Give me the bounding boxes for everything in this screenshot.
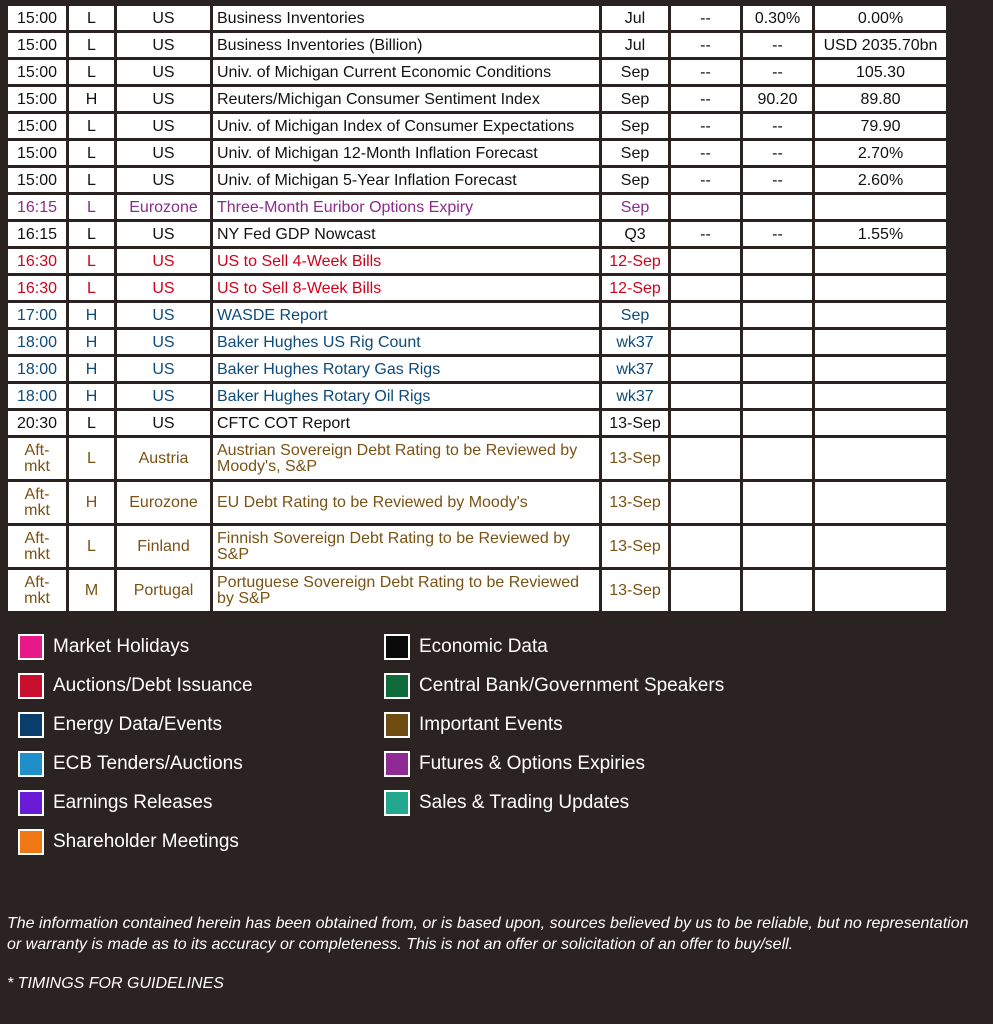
legend-swatch bbox=[384, 790, 410, 816]
importance-cell: L bbox=[69, 249, 114, 273]
time-cell: 15:00 bbox=[8, 141, 66, 165]
event-cell: NY Fed GDP Nowcast bbox=[213, 222, 599, 246]
previous-cell bbox=[815, 276, 946, 300]
legend-label: Important Events bbox=[419, 714, 563, 735]
importance-cell: H bbox=[69, 330, 114, 354]
time-cell: 15:00 bbox=[8, 168, 66, 192]
previous-cell: 1.55% bbox=[815, 222, 946, 246]
event-cell: Portuguese Sovereign Debt Rating to be Reviewed by S&P bbox=[213, 570, 599, 611]
legend-item bbox=[18, 749, 243, 779]
forecast-cell: -- bbox=[743, 60, 812, 84]
event-cell: Austrian Sovereign Debt Rating to be Reviewed by Moody's, S&P bbox=[213, 438, 599, 479]
time-cell: 16:30 bbox=[8, 276, 66, 300]
calendar-row bbox=[8, 222, 946, 246]
forecast-cell bbox=[743, 438, 812, 479]
time-cell: 20:30 bbox=[8, 411, 66, 435]
event-cell: Reuters/Michigan Consumer Sentiment Index bbox=[213, 87, 599, 111]
importance-cell: L bbox=[69, 526, 114, 567]
country-cell: Eurozone bbox=[117, 482, 210, 523]
event-cell: WASDE Report bbox=[213, 303, 599, 327]
importance-cell: L bbox=[69, 222, 114, 246]
time-cell: 15:00 bbox=[8, 33, 66, 57]
legend-item bbox=[18, 827, 239, 857]
event-cell: Univ. of Michigan 5-Year Inflation Forecast bbox=[213, 168, 599, 192]
period-cell: Sep bbox=[602, 303, 668, 327]
time-cell: 15:00 bbox=[8, 114, 66, 138]
period-cell: Q3 bbox=[602, 222, 668, 246]
time-cell: 18:00 bbox=[8, 384, 66, 408]
period-cell: Jul bbox=[602, 33, 668, 57]
calendar-row bbox=[8, 526, 946, 567]
legend-swatch bbox=[384, 751, 410, 777]
country-cell: US bbox=[117, 6, 210, 30]
forecast-cell bbox=[743, 195, 812, 219]
forecast-cell bbox=[743, 384, 812, 408]
importance-cell: H bbox=[69, 303, 114, 327]
calendar-row bbox=[8, 87, 946, 111]
previous-cell bbox=[815, 330, 946, 354]
country-cell: US bbox=[117, 384, 210, 408]
time-cell: 17:00 bbox=[8, 303, 66, 327]
calendar-row bbox=[8, 357, 946, 381]
economic-calendar-table bbox=[5, 3, 949, 614]
forecast-cell: -- bbox=[743, 141, 812, 165]
legend-item bbox=[18, 632, 189, 662]
period-cell: Sep bbox=[602, 168, 668, 192]
actual-cell: -- bbox=[671, 33, 740, 57]
previous-cell: 0.00% bbox=[815, 6, 946, 30]
time-cell: 16:30 bbox=[8, 249, 66, 273]
period-cell: Jul bbox=[602, 6, 668, 30]
forecast-cell: -- bbox=[743, 168, 812, 192]
previous-cell: 105.30 bbox=[815, 60, 946, 84]
country-cell: Eurozone bbox=[117, 195, 210, 219]
actual-cell: -- bbox=[671, 60, 740, 84]
actual-cell bbox=[671, 195, 740, 219]
forecast-cell bbox=[743, 482, 812, 523]
calendar-row bbox=[8, 276, 946, 300]
previous-cell bbox=[815, 482, 946, 523]
period-cell: 13-Sep bbox=[602, 411, 668, 435]
legend-label: Central Bank/Government Speakers bbox=[419, 675, 725, 696]
actual-cell bbox=[671, 303, 740, 327]
time-cell: Aft-mkt bbox=[8, 438, 66, 479]
actual-cell bbox=[671, 438, 740, 479]
country-cell: Portugal bbox=[117, 570, 210, 611]
previous-cell: 79.90 bbox=[815, 114, 946, 138]
period-cell: 13-Sep bbox=[602, 438, 668, 479]
calendar-row bbox=[8, 141, 946, 165]
event-cell: Univ. of Michigan Current Economic Conditions bbox=[213, 60, 599, 84]
calendar-row bbox=[8, 384, 946, 408]
country-cell: Austria bbox=[117, 438, 210, 479]
event-cell: Three-Month Euribor Options Expiry bbox=[213, 195, 599, 219]
calendar-row bbox=[8, 438, 946, 479]
actual-cell: -- bbox=[671, 141, 740, 165]
calendar-row bbox=[8, 195, 946, 219]
legend-label: Sales & Trading Updates bbox=[419, 792, 630, 813]
country-cell: US bbox=[117, 411, 210, 435]
period-cell: Sep bbox=[602, 141, 668, 165]
previous-cell: 2.70% bbox=[815, 141, 946, 165]
country-cell: Finland bbox=[117, 526, 210, 567]
period-cell: 12-Sep bbox=[602, 249, 668, 273]
period-cell: 13-Sep bbox=[602, 482, 668, 523]
period-cell: wk37 bbox=[602, 330, 668, 354]
calendar-row bbox=[8, 60, 946, 84]
actual-cell bbox=[671, 276, 740, 300]
importance-cell: L bbox=[69, 6, 114, 30]
country-cell: US bbox=[117, 114, 210, 138]
importance-cell: H bbox=[69, 384, 114, 408]
importance-cell: H bbox=[69, 87, 114, 111]
calendar-row bbox=[8, 482, 946, 523]
period-cell: Sep bbox=[602, 60, 668, 84]
event-cell: Univ. of Michigan 12-Month Inflation Forecast bbox=[213, 141, 599, 165]
legend-item bbox=[18, 671, 253, 701]
legend-swatch bbox=[18, 829, 44, 855]
legend-swatch bbox=[18, 790, 44, 816]
forecast-cell: -- bbox=[743, 33, 812, 57]
actual-cell bbox=[671, 249, 740, 273]
legend-label: Auctions/Debt Issuance bbox=[53, 675, 253, 696]
legend-item bbox=[384, 632, 548, 662]
time-cell: 16:15 bbox=[8, 222, 66, 246]
legend bbox=[18, 632, 978, 872]
legend-label: Earnings Releases bbox=[53, 792, 213, 813]
period-cell: 12-Sep bbox=[602, 276, 668, 300]
forecast-cell bbox=[743, 526, 812, 567]
legend-item bbox=[18, 788, 212, 818]
period-cell: Sep bbox=[602, 87, 668, 111]
forecast-cell bbox=[743, 330, 812, 354]
actual-cell: -- bbox=[671, 6, 740, 30]
time-cell: 15:00 bbox=[8, 60, 66, 84]
event-cell: Baker Hughes US Rig Count bbox=[213, 330, 599, 354]
forecast-cell: 90.20 bbox=[743, 87, 812, 111]
previous-cell: 2.60% bbox=[815, 168, 946, 192]
period-cell: wk37 bbox=[602, 357, 668, 381]
previous-cell bbox=[815, 570, 946, 611]
event-cell: EU Debt Rating to be Reviewed by Moody's bbox=[213, 482, 599, 523]
importance-cell: L bbox=[69, 195, 114, 219]
country-cell: US bbox=[117, 33, 210, 57]
importance-cell: L bbox=[69, 276, 114, 300]
actual-cell: -- bbox=[671, 168, 740, 192]
period-cell: 13-Sep bbox=[602, 570, 668, 611]
previous-cell bbox=[815, 195, 946, 219]
time-cell: 18:00 bbox=[8, 357, 66, 381]
period-cell: wk37 bbox=[602, 384, 668, 408]
calendar-row bbox=[8, 249, 946, 273]
importance-cell: H bbox=[69, 482, 114, 523]
previous-cell bbox=[815, 249, 946, 273]
actual-cell bbox=[671, 357, 740, 381]
legend-label: Futures & Options Expiries bbox=[419, 753, 645, 774]
country-cell: US bbox=[117, 303, 210, 327]
calendar-row bbox=[8, 33, 946, 57]
time-cell: 18:00 bbox=[8, 330, 66, 354]
period-cell: Sep bbox=[602, 195, 668, 219]
country-cell: US bbox=[117, 357, 210, 381]
event-cell: CFTC COT Report bbox=[213, 411, 599, 435]
calendar-row bbox=[8, 303, 946, 327]
calendar-row bbox=[8, 411, 946, 435]
forecast-cell bbox=[743, 570, 812, 611]
forecast-cell bbox=[743, 357, 812, 381]
importance-cell: L bbox=[69, 141, 114, 165]
time-cell: 15:00 bbox=[8, 6, 66, 30]
forecast-cell: 0.30% bbox=[743, 6, 812, 30]
legend-item bbox=[384, 749, 645, 779]
legend-item bbox=[18, 710, 222, 740]
event-cell: Baker Hughes Rotary Gas Rigs bbox=[213, 357, 599, 381]
forecast-cell: -- bbox=[743, 222, 812, 246]
importance-cell: M bbox=[69, 570, 114, 611]
disclaimer-text: The information contained herein has been obtained from, or is based upon, sources believed by us to be reliable, but no representation or warranty is made as to its accuracy or completeness. This is not an offer or solicitation of an offer to buy/sell. bbox=[7, 915, 969, 953]
legend-item bbox=[384, 710, 563, 740]
previous-cell bbox=[815, 411, 946, 435]
country-cell: US bbox=[117, 60, 210, 84]
actual-cell bbox=[671, 526, 740, 567]
previous-cell bbox=[815, 357, 946, 381]
forecast-cell bbox=[743, 249, 812, 273]
legend-label: Shareholder Meetings bbox=[53, 831, 239, 852]
previous-cell bbox=[815, 303, 946, 327]
actual-cell bbox=[671, 482, 740, 523]
time-cell: 16:15 bbox=[8, 195, 66, 219]
calendar-row bbox=[8, 570, 946, 611]
previous-cell bbox=[815, 526, 946, 567]
event-cell: US to Sell 4-Week Bills bbox=[213, 249, 599, 273]
legend-swatch bbox=[18, 673, 44, 699]
time-cell: 15:00 bbox=[8, 87, 66, 111]
forecast-cell bbox=[743, 303, 812, 327]
importance-cell: L bbox=[69, 60, 114, 84]
legend-label: Economic Data bbox=[419, 636, 548, 657]
calendar-body bbox=[8, 6, 946, 611]
country-cell: US bbox=[117, 249, 210, 273]
actual-cell: -- bbox=[671, 87, 740, 111]
period-cell: Sep bbox=[602, 114, 668, 138]
country-cell: US bbox=[117, 330, 210, 354]
legend-swatch bbox=[18, 634, 44, 660]
timings-note: * TIMINGS FOR GUIDELINES bbox=[7, 975, 224, 992]
forecast-cell: -- bbox=[743, 114, 812, 138]
country-cell: US bbox=[117, 168, 210, 192]
event-cell: Business Inventories bbox=[213, 6, 599, 30]
actual-cell bbox=[671, 411, 740, 435]
event-cell: Univ. of Michigan Index of Consumer Expectations bbox=[213, 114, 599, 138]
forecast-cell bbox=[743, 411, 812, 435]
period-cell: 13-Sep bbox=[602, 526, 668, 567]
event-cell: US to Sell 8-Week Bills bbox=[213, 276, 599, 300]
legend-swatch bbox=[18, 751, 44, 777]
importance-cell: H bbox=[69, 357, 114, 381]
event-cell: Baker Hughes Rotary Oil Rigs bbox=[213, 384, 599, 408]
actual-cell bbox=[671, 384, 740, 408]
calendar-row bbox=[8, 114, 946, 138]
importance-cell: L bbox=[69, 168, 114, 192]
importance-cell: L bbox=[69, 33, 114, 57]
event-cell: Finnish Sovereign Debt Rating to be Reviewed by S&P bbox=[213, 526, 599, 567]
importance-cell: L bbox=[69, 411, 114, 435]
calendar-row bbox=[8, 168, 946, 192]
legend-item bbox=[384, 788, 629, 818]
calendar-row bbox=[8, 330, 946, 354]
legend-swatch bbox=[384, 673, 410, 699]
forecast-cell bbox=[743, 276, 812, 300]
actual-cell: -- bbox=[671, 114, 740, 138]
legend-item bbox=[384, 671, 724, 701]
legend-label: Market Holidays bbox=[53, 636, 190, 657]
time-cell: Aft-mkt bbox=[8, 482, 66, 523]
time-cell: Aft-mkt bbox=[8, 570, 66, 611]
country-cell: US bbox=[117, 87, 210, 111]
previous-cell bbox=[815, 438, 946, 479]
time-cell: Aft-mkt bbox=[8, 526, 66, 567]
calendar-row bbox=[8, 6, 946, 30]
country-cell: US bbox=[117, 276, 210, 300]
previous-cell: 89.80 bbox=[815, 87, 946, 111]
legend-label: Energy Data/Events bbox=[53, 714, 222, 735]
legend-label: ECB Tenders/Auctions bbox=[53, 753, 243, 774]
actual-cell bbox=[671, 330, 740, 354]
event-cell: Business Inventories (Billion) bbox=[213, 33, 599, 57]
legend-swatch bbox=[384, 634, 410, 660]
importance-cell: L bbox=[69, 438, 114, 479]
legend-swatch bbox=[384, 712, 410, 738]
actual-cell bbox=[671, 570, 740, 611]
country-cell: US bbox=[117, 222, 210, 246]
previous-cell: USD 2035.70bn bbox=[815, 33, 946, 57]
actual-cell: -- bbox=[671, 222, 740, 246]
legend-swatch bbox=[18, 712, 44, 738]
country-cell: US bbox=[117, 141, 210, 165]
importance-cell: L bbox=[69, 114, 114, 138]
previous-cell bbox=[815, 384, 946, 408]
